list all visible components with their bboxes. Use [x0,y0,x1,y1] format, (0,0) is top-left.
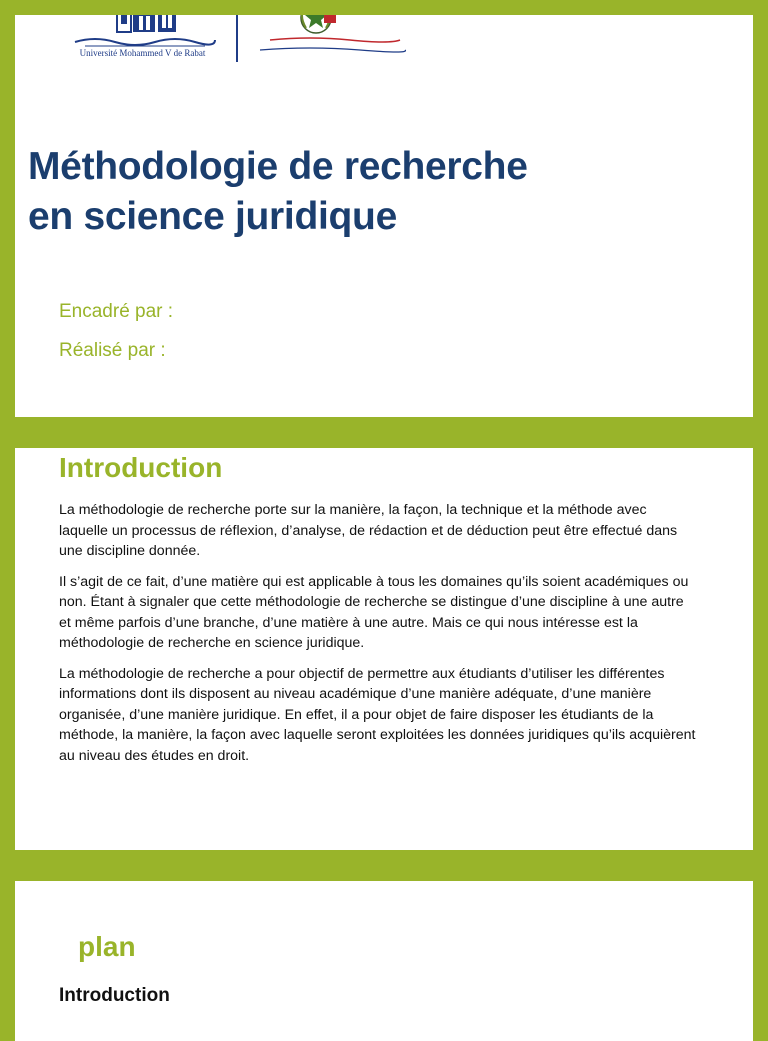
title-line-1: Méthodologie de recherche [28,145,528,188]
university-name-fr: Université Mohammed V de Rabat [79,48,206,58]
plan-slide [15,881,753,1041]
title-line-2: en science juridique [28,195,397,238]
logo-banner [15,15,462,70]
intro-paragraph-3: La méthodologie de recherche a pour objectif de permettre aux étudiants d’utiliser les différentes informations dont ils disposent au niveau académique d’une manière adéquate, d’une manière organisée, d’une manière juridique. En effet, il a pour objet de faire disposer les étudiants de la méthode, la manière, la façon avec laquelle seront exploitées les données juridiques qu’ils acquièrent au niveau des études en droit. [59,665,696,764]
title-slide [15,15,753,417]
logo-divider [236,15,238,62]
faculty-logo [250,15,410,64]
introduction-slide [15,448,753,850]
introduction-body [59,500,699,776]
presentation-title [28,142,728,242]
plan-item-introduction: Introduction [59,985,170,1006]
introduction-heading: Introduction [59,452,223,483]
author-label: Réalisé par : [59,340,166,361]
supervisor-label: Encadré par : [59,301,174,322]
plan-heading: plan [78,931,136,962]
intro-paragraph-2: Il s’agit de ce fait, d’une matière qui est applicable à tous les domaines qu’ils soient académiques ou non. Étant à signaler que cette méthodologie de recherche se distingue d’une discipline à une autre et même parfois d’une branche, d’une matière à une autre. Mais ce qui nous intéresse est la méthodologie de recherche en science juridique. [59,573,689,651]
intro-paragraph-1: La méthodologie de recherche porte sur la manière, la façon, la technique et la méthode avec laquelle un processus de réflexion, d’analyse, de rédaction et de déduction peut être effectué dans une discipline donnée. [59,502,678,559]
